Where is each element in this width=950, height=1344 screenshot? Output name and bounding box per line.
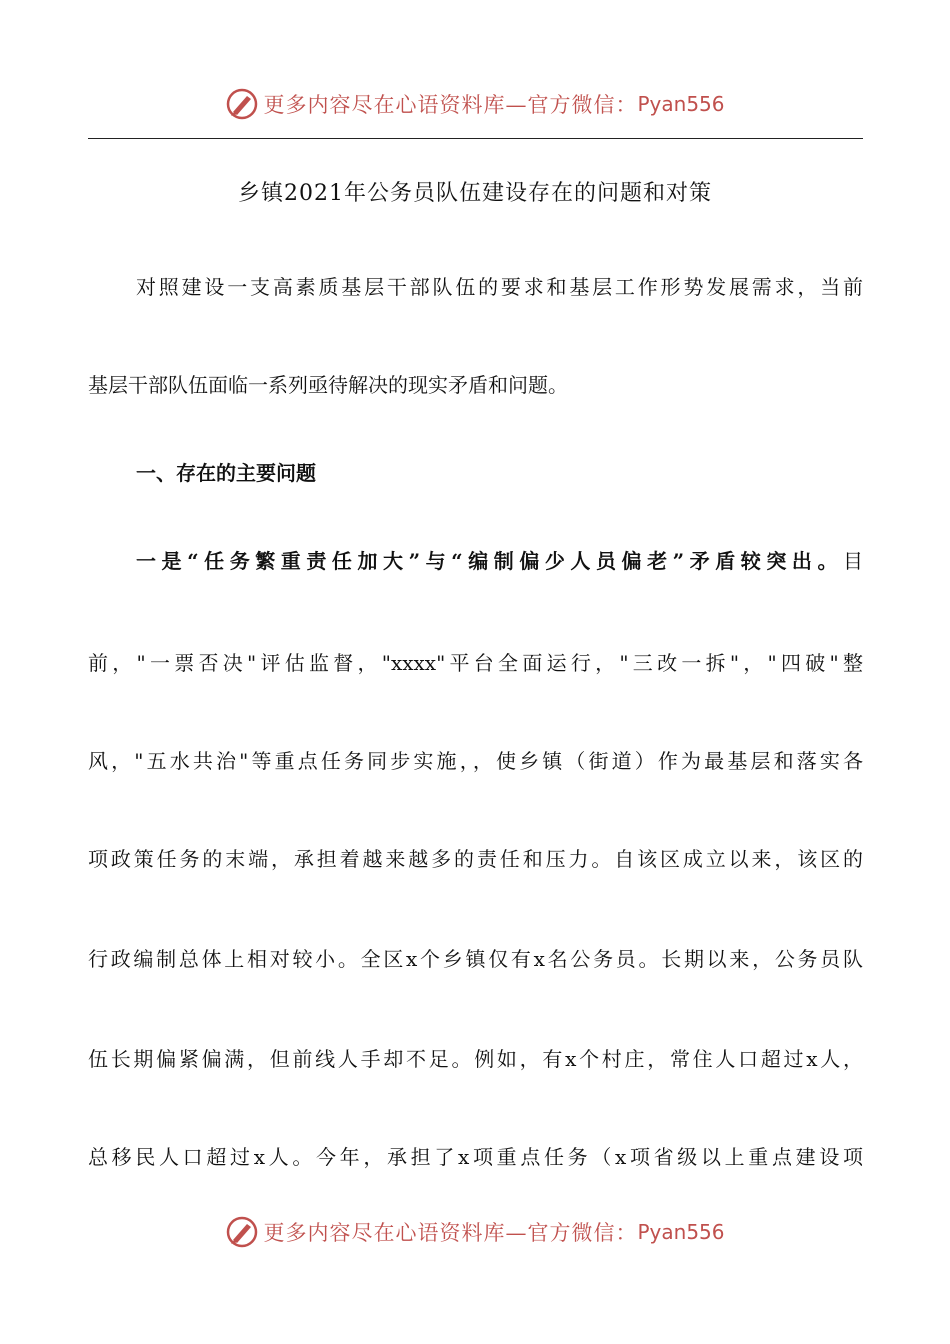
pen-logo-icon — [225, 87, 259, 121]
body-line: 行政编制总体上相对较小。全区x个乡镇仅有x名公务员。长期以来，公务员队 — [88, 947, 863, 971]
body-line: 风，"五水共治"等重点任务同步实施，，使乡镇（街道）作为最基层和落实各 — [88, 749, 863, 773]
banner-text: 更多内容尽在心语资料库—官方微信： — [263, 1221, 638, 1245]
pen-logo-icon — [225, 1215, 259, 1249]
point1-line — [136, 546, 863, 576]
header-divider — [88, 138, 863, 139]
body-line: 总移民人口超过x人。今年，承担了x项重点任务（x项省级以上重点建设项 — [88, 1145, 863, 1169]
banner-wechat: Pyan556 — [637, 1220, 725, 1244]
point1-bold-text: 一是“任务繁重责任加大”与“编制偏少人员偏老”矛盾较突出。 — [136, 549, 843, 573]
document-title: 乡镇2021年公务员队伍建设存在的问题和对策 — [238, 181, 712, 206]
body-line: 项政策任务的末端，承担着越来越多的责任和压力。自该区成立以来，该区的 — [88, 847, 863, 871]
banner-text: 更多内容尽在心语资料库—官方微信： — [263, 93, 638, 117]
body-line: 伍长期偏紧偏满，但前线人手却不足。例如，有x个村庄，常住人口超过x人， — [88, 1047, 863, 1071]
intro-line: 对照建设一支高素质基层干部队伍的要求和基层工作形势发展需求，当前 — [136, 275, 863, 299]
section-heading: 一、存在的主要问题 — [136, 461, 316, 485]
header-watermark — [0, 82, 950, 126]
body-line: 前，"一票否决"评估监督，"xxxx"平台全面运行，"三改一拆"，"四破"整 — [88, 651, 863, 675]
intro-line: 基层干部队伍面临一系列亟待解决的现实矛盾和问题。 — [88, 373, 568, 397]
point1-tail-text: 目 — [843, 549, 863, 573]
footer-watermark — [0, 1210, 950, 1254]
banner-wechat: Pyan556 — [637, 92, 725, 116]
